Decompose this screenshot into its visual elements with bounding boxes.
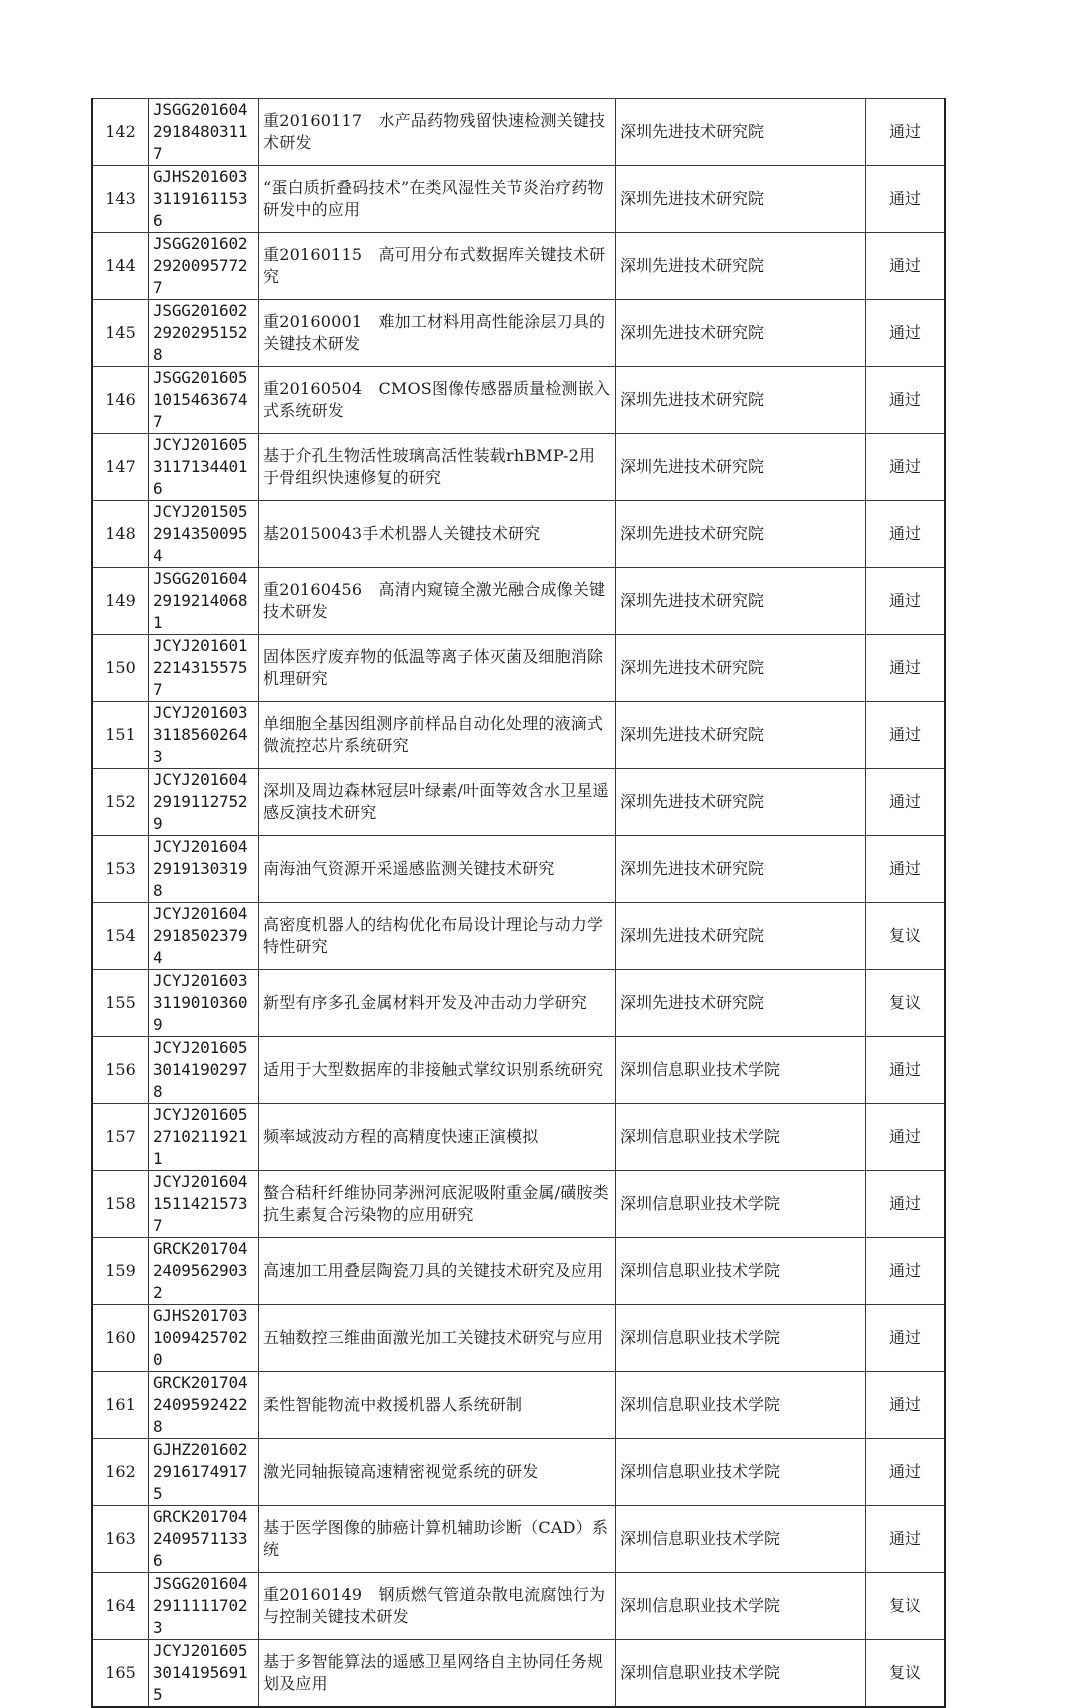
row-number-cell: 152 xyxy=(92,769,149,836)
table-row xyxy=(92,99,945,166)
project-code-cell: JCYJ20150529143500954 xyxy=(149,501,259,568)
table-body xyxy=(92,99,945,1708)
project-name-cell: “蛋白质折叠码技术”在类风湿性关节炎治疗药物研发中的应用 xyxy=(259,166,616,233)
row-number-cell: 148 xyxy=(92,501,149,568)
row-number-cell: 161 xyxy=(92,1372,149,1439)
row-number-cell: 162 xyxy=(92,1439,149,1506)
review-result-cell: 通过 xyxy=(866,1372,946,1439)
table-row xyxy=(92,434,945,501)
project-code-cell: JCYJ20160530141902978 xyxy=(149,1037,259,1104)
review-result-cell: 通过 xyxy=(866,367,946,434)
project-code-cell: JCYJ20160530141956915 xyxy=(149,1640,259,1708)
row-number-cell: 158 xyxy=(92,1171,149,1238)
review-result-cell: 复议 xyxy=(866,903,946,970)
row-number-cell: 163 xyxy=(92,1506,149,1573)
project-code-cell: GJHZ20160229161749175 xyxy=(149,1439,259,1506)
project-name-cell: 重20160456 高清内窥镜全激光融合成像关键技术研发 xyxy=(259,568,616,635)
project-code-cell: JCYJ20160122143155757 xyxy=(149,635,259,702)
project-code-cell: JSGG20160429111117023 xyxy=(149,1573,259,1640)
project-name-cell: 单细胞全基因组测序前样品自动化处理的液滴式微流控芯片系统研究 xyxy=(259,702,616,769)
row-number-cell: 154 xyxy=(92,903,149,970)
table-row xyxy=(92,233,945,300)
row-number-cell: 153 xyxy=(92,836,149,903)
row-number-cell: 155 xyxy=(92,970,149,1037)
institution-cell: 深圳先进技术研究院 xyxy=(616,635,866,702)
project-name-cell: 高速加工用叠层陶瓷刀具的关键技术研究及应用 xyxy=(259,1238,616,1305)
project-code-cell: JCYJ20160429191303198 xyxy=(149,836,259,903)
institution-cell: 深圳先进技术研究院 xyxy=(616,702,866,769)
project-name-cell: 重20160117 水产品药物残留快速检测关键技术研发 xyxy=(259,99,616,166)
project-code-cell: JCYJ20160429185023794 xyxy=(149,903,259,970)
institution-cell: 深圳信息职业技术学院 xyxy=(616,1305,866,1372)
row-number-cell: 164 xyxy=(92,1573,149,1640)
row-number-cell: 151 xyxy=(92,702,149,769)
review-result-cell: 复议 xyxy=(866,970,946,1037)
row-number-cell: 165 xyxy=(92,1640,149,1708)
institution-cell: 深圳先进技术研究院 xyxy=(616,99,866,166)
project-code-cell: GJHS20170310094257020 xyxy=(149,1305,259,1372)
review-result-cell: 通过 xyxy=(866,836,946,903)
review-result-cell: 通过 xyxy=(866,1171,946,1238)
project-code-cell: JSGG20160510154636747 xyxy=(149,367,259,434)
table-row xyxy=(92,1238,945,1305)
project-name-cell: 高密度机器人的结构优化布局设计理论与动力学特性研究 xyxy=(259,903,616,970)
project-code-cell: JSGG20160429184803117 xyxy=(149,99,259,166)
table-row xyxy=(92,903,945,970)
institution-cell: 深圳先进技术研究院 xyxy=(616,769,866,836)
institution-cell: 深圳信息职业技术学院 xyxy=(616,1640,866,1708)
review-result-cell: 通过 xyxy=(866,635,946,702)
project-name-cell: 深圳及周边森林冠层叶绿素/叶面等效含水卫星遥感反演技术研究 xyxy=(259,769,616,836)
review-result-cell: 通过 xyxy=(866,434,946,501)
row-number-cell: 143 xyxy=(92,166,149,233)
project-name-cell: 重20160149 钢质燃气管道杂散电流腐蚀行为与控制关键技术研发 xyxy=(259,1573,616,1640)
project-code-cell: JSGG20160229200957727 xyxy=(149,233,259,300)
review-result-cell: 通过 xyxy=(866,702,946,769)
project-name-cell: 频率域波动方程的高精度快速正演模拟 xyxy=(259,1104,616,1171)
project-code-cell: JSGG20160229202951528 xyxy=(149,300,259,367)
row-number-cell: 157 xyxy=(92,1104,149,1171)
row-number-cell: 146 xyxy=(92,367,149,434)
institution-cell: 深圳信息职业技术学院 xyxy=(616,1104,866,1171)
institution-cell: 深圳信息职业技术学院 xyxy=(616,1238,866,1305)
table-row xyxy=(92,501,945,568)
review-result-cell: 通过 xyxy=(866,1037,946,1104)
review-result-cell: 复议 xyxy=(866,1573,946,1640)
review-result-cell: 通过 xyxy=(866,769,946,836)
review-result-cell: 通过 xyxy=(866,1104,946,1171)
institution-cell: 深圳先进技术研究院 xyxy=(616,836,866,903)
row-number-cell: 144 xyxy=(92,233,149,300)
project-name-cell: 重20160115 高可用分布式数据库关键技术研究 xyxy=(259,233,616,300)
institution-cell: 深圳先进技术研究院 xyxy=(616,233,866,300)
project-code-cell: GRCK20170424095924228 xyxy=(149,1372,259,1439)
row-number-cell: 160 xyxy=(92,1305,149,1372)
review-result-cell: 通过 xyxy=(866,1506,946,1573)
project-code-cell: GRCK20170424095711336 xyxy=(149,1506,259,1573)
institution-cell: 深圳先进技术研究院 xyxy=(616,970,866,1037)
institution-cell: 深圳先进技术研究院 xyxy=(616,166,866,233)
project-name-cell: 南海油气资源开采遥感监测关键技术研究 xyxy=(259,836,616,903)
table-row xyxy=(92,367,945,434)
institution-cell: 深圳先进技术研究院 xyxy=(616,434,866,501)
institution-cell: 深圳信息职业技术学院 xyxy=(616,1372,866,1439)
institution-cell: 深圳信息职业技术学院 xyxy=(616,1573,866,1640)
project-code-cell: JCYJ20160415114215737 xyxy=(149,1171,259,1238)
project-results-table xyxy=(91,98,946,1708)
table-row xyxy=(92,166,945,233)
institution-cell: 深圳信息职业技术学院 xyxy=(616,1439,866,1506)
row-number-cell: 159 xyxy=(92,1238,149,1305)
institution-cell: 深圳信息职业技术学院 xyxy=(616,1506,866,1573)
project-code-cell: JCYJ20160331185602643 xyxy=(149,702,259,769)
institution-cell: 深圳先进技术研究院 xyxy=(616,300,866,367)
row-number-cell: 145 xyxy=(92,300,149,367)
project-name-cell: 新型有序多孔金属材料开发及冲击动力学研究 xyxy=(259,970,616,1037)
project-name-cell: 适用于大型数据库的非接触式掌纹识别系统研究 xyxy=(259,1037,616,1104)
project-name-cell: 激光同轴振镜高速精密视觉系统的研发 xyxy=(259,1439,616,1506)
institution-cell: 深圳先进技术研究院 xyxy=(616,501,866,568)
table-row xyxy=(92,970,945,1037)
table-row xyxy=(92,1640,945,1708)
project-name-cell: 基于介孔生物活性玻璃高活性装载rhBMP-2用于骨组织快速修复的研究 xyxy=(259,434,616,501)
table-row xyxy=(92,702,945,769)
review-result-cell: 通过 xyxy=(866,99,946,166)
review-result-cell: 通过 xyxy=(866,501,946,568)
review-result-cell: 通过 xyxy=(866,300,946,367)
institution-cell: 深圳先进技术研究院 xyxy=(616,568,866,635)
project-code-cell: JCYJ20160429191127529 xyxy=(149,769,259,836)
review-result-cell: 通过 xyxy=(866,1439,946,1506)
institution-cell: 深圳信息职业技术学院 xyxy=(616,1037,866,1104)
project-name-cell: 基20150043手术机器人关键技术研究 xyxy=(259,501,616,568)
project-name-cell: 五轴数控三维曲面激光加工关键技术研究与应用 xyxy=(259,1305,616,1372)
review-result-cell: 通过 xyxy=(866,233,946,300)
project-code-cell: GJHS20160331191611536 xyxy=(149,166,259,233)
review-result-cell: 复议 xyxy=(866,1640,946,1708)
project-name-cell: 螯合秸秆纤维协同茅洲河底泥吸附重金属/磺胺类抗生素复合污染物的应用研究 xyxy=(259,1171,616,1238)
institution-cell: 深圳先进技术研究院 xyxy=(616,367,866,434)
table-row xyxy=(92,635,945,702)
project-name-cell: 基于医学图像的肺癌计算机辅助诊断（CAD）系统 xyxy=(259,1506,616,1573)
project-name-cell: 柔性智能物流中救援机器人系统研制 xyxy=(259,1372,616,1439)
table-row xyxy=(92,1305,945,1372)
project-name-cell: 重20160504 CMOS图像传感器质量检测嵌入式系统研发 xyxy=(259,367,616,434)
row-number-cell: 156 xyxy=(92,1037,149,1104)
table-row xyxy=(92,1037,945,1104)
institution-cell: 深圳信息职业技术学院 xyxy=(616,1171,866,1238)
table-row xyxy=(92,836,945,903)
row-number-cell: 147 xyxy=(92,434,149,501)
row-number-cell: 142 xyxy=(92,99,149,166)
review-result-cell: 通过 xyxy=(866,568,946,635)
table-row xyxy=(92,1439,945,1506)
table-row xyxy=(92,1171,945,1238)
table-row xyxy=(92,1372,945,1439)
row-number-cell: 149 xyxy=(92,568,149,635)
table-row xyxy=(92,1104,945,1171)
review-result-cell: 通过 xyxy=(866,166,946,233)
project-code-cell: JCYJ20160331190103609 xyxy=(149,970,259,1037)
review-result-cell: 通过 xyxy=(866,1305,946,1372)
project-code-cell: JCYJ20160527102119211 xyxy=(149,1104,259,1171)
row-number-cell: 150 xyxy=(92,635,149,702)
institution-cell: 深圳先进技术研究院 xyxy=(616,903,866,970)
table-row xyxy=(92,568,945,635)
review-result-cell: 通过 xyxy=(866,1238,946,1305)
table-row xyxy=(92,1506,945,1573)
project-name-cell: 基于多智能算法的遥感卫星网络自主协同任务规划及应用 xyxy=(259,1640,616,1708)
table-row xyxy=(92,1573,945,1640)
project-code-cell: JCYJ20160531171344016 xyxy=(149,434,259,501)
table-row xyxy=(92,769,945,836)
project-code-cell: GRCK20170424095629032 xyxy=(149,1238,259,1305)
project-code-cell: JSGG20160429192140681 xyxy=(149,568,259,635)
table-row xyxy=(92,300,945,367)
project-name-cell: 重20160001 难加工材料用高性能涂层刀具的关键技术研发 xyxy=(259,300,616,367)
project-name-cell: 固体医疗废弃物的低温等离子体灭菌及细胞消除机理研究 xyxy=(259,635,616,702)
